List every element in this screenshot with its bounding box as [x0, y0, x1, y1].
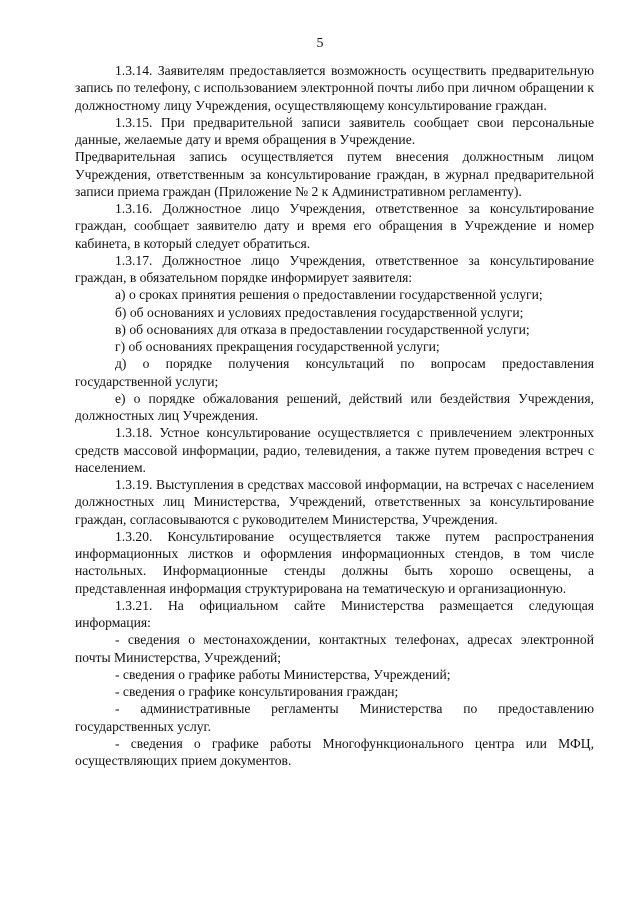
paragraph-1-3-18: 1.3.18. Устное консультирование осуществляется с привлечением электронных средств массовой информации, радио, телевидения, а также путем проведения встреч с населением. — [75, 425, 594, 475]
paragraph-1-3-14: 1.3.14. Заявителям предоставляется возможность осуществить предварительную запись по телефону, с использованием электронной почты либо при личном обращении к должностному лицу Учреждения, осуществляющему консультирование граждан. — [75, 63, 594, 113]
website-item-regulations: - административные регламенты Министерства по предоставлению государственных услуг. — [75, 701, 594, 734]
list-item-a: а) о сроках принятия решения о предоставлении государственной услуги; — [115, 287, 543, 303]
paragraph-1-3-19: 1.3.19. Выступления в средствах массовой информации, на встречах с населением должностных лиц Министерства, Учреждений, ответственных за консультирование граждан, согласовываются с руководителем Министерства, Учреждения. — [75, 477, 594, 527]
website-item-mfc-schedule: - сведения о графике работы Многофункционального центра или МФЦ, осуществляющих прием документов. — [75, 735, 594, 768]
page-number: 5 — [316, 36, 324, 51]
document-body — [75, 62, 594, 769]
paragraph-1-3-21: 1.3.21. На официальном сайте Министерства размещается следующая информация: — [75, 597, 594, 630]
website-item-work-schedule: - сведения о графике работы Министерства, Учреждений; — [115, 666, 451, 682]
list-item-g: г) об основаниях прекращения государственной услуги; — [115, 339, 440, 354]
paragraph-1-3-17: 1.3.17. Должностное лицо Учреждения, ответственное за консультирование граждан, в обязательном порядке информирует заявителя: — [75, 252, 594, 285]
paragraph-1-3-15: 1.3.15. При предварительной записи заявитель сообщает свои персональные данные, желаемые дату и время обращения в Учреждение. — [75, 114, 594, 147]
paragraph-1-3-16: 1.3.16. Должностное лицо Учреждения, ответственное за консультирование граждан, сообщает заявителю дату и время его обращения в Учреждение и номер кабинета, в который следует обратиться. — [75, 201, 594, 251]
list-item-v: в) об основаниях для отказа в предоставлении государственной услуги; — [115, 321, 530, 337]
paragraph-1-3-20: 1.3.20. Консультирование осуществляется также путем распространения информационных листков и оформления информационных стендов, в том числе настольных. Информационные стенды должны быть хорошо освещены, а представленная информация структурирована на тематическую и организационную. — [75, 528, 594, 596]
list-item-d: д) о порядке получения консультаций по вопросам предоставления государственной услуги; — [75, 356, 594, 389]
paragraph-preliminary-record: Предварительная запись осуществляется путем внесения должностным лицом Учреждения, ответственным за консультирование граждан, в журнал предварительной записи приема граждан (Приложение № 2 к Административном регламенту). — [75, 149, 594, 199]
list-item-e: е) о порядке обжалования решений, действий или бездействия Учреждения, должностных лиц Учреждения. — [75, 390, 594, 423]
website-item-consult-schedule: - сведения о графике консультирования граждан; — [115, 684, 399, 699]
list-item-b: б) об основаниях и условиях предоставления государственной услуги; — [115, 304, 524, 320]
website-item-location: - сведения о местонахождении, контактных телефонах, адресах электронной почты Министерства, Учреждений; — [75, 632, 594, 665]
